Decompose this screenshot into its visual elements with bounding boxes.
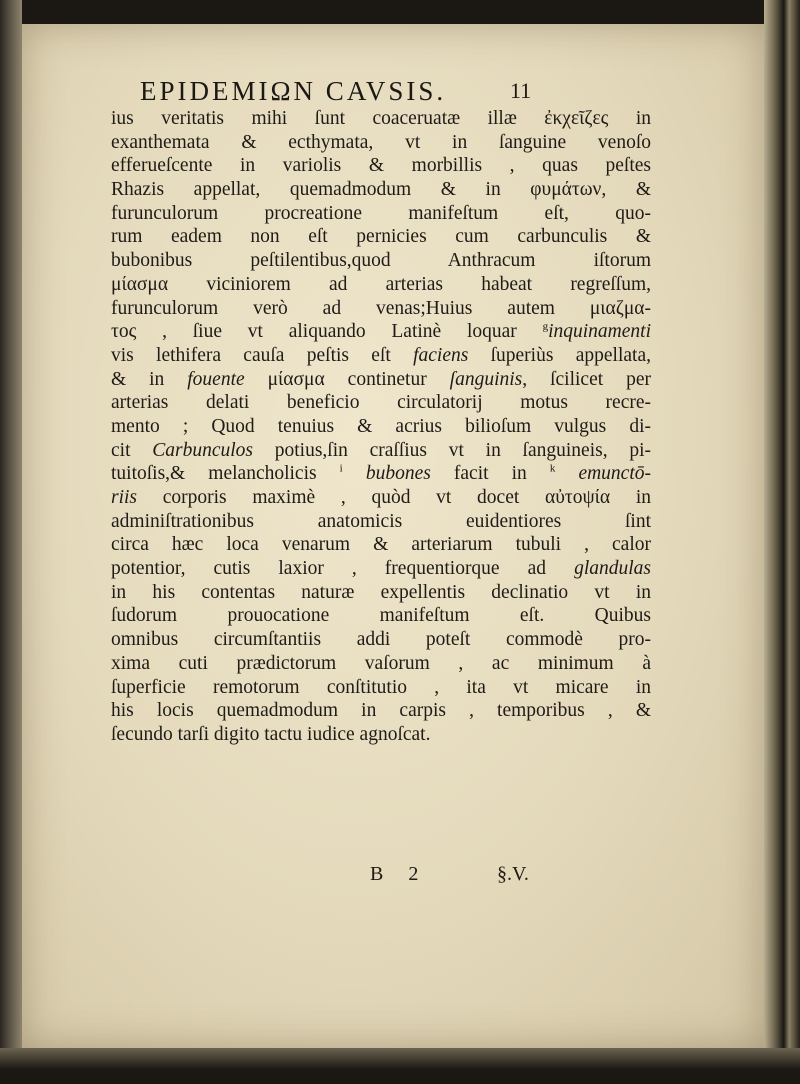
text-line	[111, 225, 651, 249]
text-line	[111, 652, 651, 676]
text-run: τος , ſiue vt aliquando Latinè loquar	[111, 321, 543, 343]
text-run: , ſcilicet per	[522, 368, 651, 390]
italic-text-run: faciens	[413, 344, 469, 366]
text-run: ſecundo tarſi digito tactu iudice agnoſcat.	[111, 723, 431, 745]
text-line	[111, 154, 651, 178]
marginal-note-reference: k	[549, 462, 556, 475]
text-run: arterias delati beneficio circulatorij motus recre-	[111, 392, 651, 414]
text-run: Rhazis appellat, quemadmodum & in φυμάτων, &	[111, 179, 651, 201]
text-run: furunculorum verò ad venas;Huius autem μιαζμα-	[111, 297, 651, 319]
text-run: μίασμα continetur	[244, 368, 450, 390]
italic-text-run: riis	[111, 487, 138, 508]
binding-gutter	[0, 0, 22, 1084]
text-run	[555, 463, 578, 484]
text-run: omnibus circumſtantiis addi poteſt commodè pro-	[111, 629, 651, 651]
text-run: cit	[111, 439, 153, 461]
text-line	[111, 391, 651, 415]
text-run: ius veritatis mihi ſunt coaceruatæ illæ ἐκχεῖζες in	[111, 108, 651, 129]
text-line	[111, 439, 651, 463]
text-line	[111, 368, 651, 392]
text-run: ſuperficie remotorum conſtitutio , ita vt micare in	[111, 676, 651, 698]
running-title: EPIDEMIΩN CAVSIS.	[140, 76, 447, 106]
text-line	[111, 131, 651, 155]
marginal-note-reference: g	[542, 320, 549, 333]
catchword: §.V.	[497, 863, 529, 885]
page-number: 11	[510, 78, 532, 103]
page-edge-right	[764, 0, 800, 1084]
text-run: ſudorum prouocatione manifeſtum eſt. Quibus	[111, 605, 651, 627]
text-run: & in	[111, 368, 188, 390]
text-run: efferueſcente in variolis & morbillis , quas peſtes	[111, 155, 651, 177]
text-run: bubonibus peſtilentibus,quod Anthracum iſtorum	[111, 250, 651, 272]
italic-text-run: emunctō-	[578, 463, 651, 485]
text-run: vis lethifera cauſa peſtis eſt	[111, 344, 414, 366]
italic-text-run: ſanguinis	[449, 368, 523, 390]
italic-text-run: fouente	[187, 368, 245, 390]
text-line	[111, 581, 651, 605]
text-run: rum eadem non eſt pernicies cum carbunculis &	[111, 226, 651, 248]
text-run: xima cuti prædictorum vaſorum , ac minimum à	[111, 652, 651, 674]
text-run: adminiſtrationibus anatomicis euidentiores ſint	[111, 510, 651, 532]
page-footer	[370, 863, 530, 891]
text-line	[111, 462, 651, 486]
text-run	[343, 463, 366, 484]
text-run: μίασμα viciniorem ad arterias habeat regreſſum,	[111, 273, 651, 295]
text-line	[111, 273, 651, 297]
page-edge-bottom	[0, 1048, 800, 1084]
text-run: potius,ſin craſſius vt in ſanguineis, pi-	[253, 439, 651, 461]
text-line	[111, 699, 651, 723]
marginal-note-reference: i	[339, 462, 343, 475]
italic-text-run: bubones	[365, 463, 431, 485]
text-line	[111, 344, 651, 368]
text-line	[111, 533, 651, 557]
italic-text-run: inquinamenti	[548, 321, 651, 343]
italic-text-run: Carbunculos	[152, 439, 253, 461]
text-run: potentior, cutis laxior , frequentiorque ad	[111, 558, 575, 580]
text-line	[111, 320, 651, 344]
text-line	[111, 557, 651, 581]
text-line	[111, 628, 651, 652]
text-line	[111, 107, 651, 131]
text-line	[111, 604, 651, 628]
text-run: his locis quemadmodum in carpis , temporibus , &	[111, 700, 651, 722]
text-line	[111, 297, 651, 321]
text-run: circa hæc loca venarum & arteriarum tubuli , calor	[111, 534, 651, 556]
body-text	[111, 107, 651, 747]
signature-mark: B 2	[370, 863, 429, 885]
text-run: in his contentas naturæ expellentis declinatio vt in	[111, 581, 651, 603]
text-line	[111, 178, 651, 202]
text-line	[111, 415, 651, 439]
text-run: exanthemata & ecthymata, vt in ſanguine venoſo	[111, 131, 651, 153]
text-run: ſuperiùs appellata,	[468, 344, 651, 366]
text-line	[111, 202, 651, 226]
text-run: tuitoſis,& melancholicis	[111, 463, 340, 485]
text-line	[111, 486, 651, 510]
page-header	[140, 76, 560, 110]
text-line	[111, 723, 651, 747]
text-line	[111, 510, 651, 534]
text-line	[111, 249, 651, 273]
italic-text-run: glandulas	[574, 558, 651, 580]
text-run: mento ; Quod tenuius & acrius bilioſum vulgus di-	[111, 415, 651, 437]
text-run: corporis maximè , quòd vt docet αὐτοψία in	[137, 487, 651, 508]
text-run: facit in	[430, 463, 550, 485]
text-run: furunculorum procreatione manifeſtum eſt, quo-	[111, 202, 651, 224]
text-line	[111, 676, 651, 700]
